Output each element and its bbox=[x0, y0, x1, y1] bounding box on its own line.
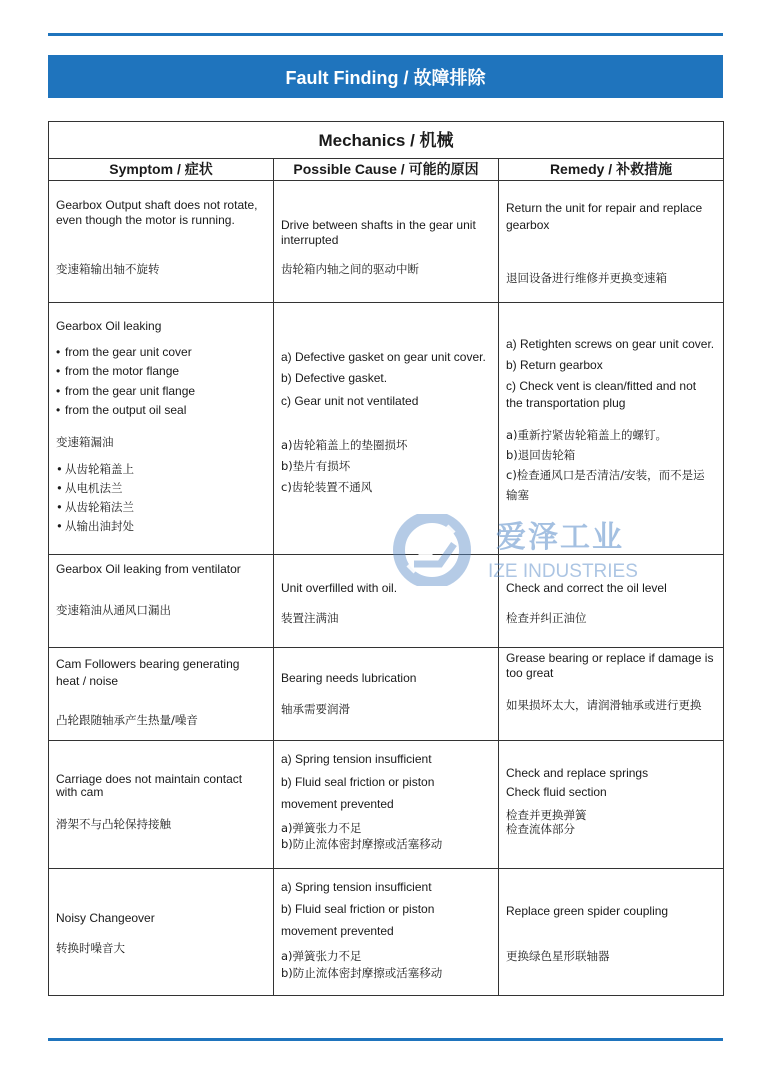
cause-cell bbox=[274, 181, 499, 303]
cause-item: movement prevented bbox=[281, 924, 394, 938]
list-item: • from the output oil seal bbox=[56, 401, 266, 421]
remedy-item: Check and replace springs bbox=[506, 766, 649, 780]
column-header-symptom: Symptom / 症状 bbox=[49, 159, 274, 181]
symptom-text-cn: 变速箱漏油 bbox=[56, 434, 114, 449]
list-item: • from the gear unit flange bbox=[56, 382, 266, 402]
cause-cell bbox=[274, 741, 499, 869]
list-item: • from the gear unit cover bbox=[56, 343, 266, 363]
table-row bbox=[49, 303, 724, 555]
cause-text: Unit overfilled with oil. bbox=[281, 581, 398, 595]
cause-item-cn: a)齿轮箱盖上的垫圈损坏 bbox=[281, 438, 408, 452]
symptom-text: Cam Followers bearing generating heat / noise bbox=[56, 657, 240, 688]
remedy-cell bbox=[499, 741, 724, 869]
bottom-rule bbox=[48, 1038, 723, 1041]
list-item: • 从电机法兰 bbox=[56, 479, 266, 498]
symptom-text: Gearbox Oil leaking bbox=[56, 319, 162, 333]
watermark-cn: 爱泽工业 bbox=[496, 520, 624, 555]
table-row bbox=[49, 555, 724, 648]
symptom-cell bbox=[49, 869, 274, 996]
cause-item-cn: c)齿轮装置不通风 bbox=[281, 480, 373, 494]
symptom-list-cn bbox=[56, 460, 266, 536]
remedy-cell bbox=[499, 648, 724, 741]
remedy-text-cn: 检查并纠正油位 bbox=[506, 611, 587, 625]
cause-item-cn: b)垫片有损坏 bbox=[281, 459, 351, 473]
cause-item-cn: b)防止流体密封摩擦或活塞移动 bbox=[281, 966, 443, 980]
list-item: • from the motor flange bbox=[56, 362, 266, 382]
cause-item: a) Defective gasket on gear unit cover. bbox=[281, 350, 486, 364]
remedy-item: Check fluid section bbox=[506, 785, 607, 799]
symptom-cell bbox=[49, 741, 274, 869]
cause-cell bbox=[274, 648, 499, 741]
cause-text-cn: 轴承需要润滑 bbox=[281, 702, 350, 716]
remedy-text-cn: 如果损坏太大，请润滑轴承或进行更换 bbox=[506, 698, 702, 712]
remedy-item-cn: c)检查通风口是否清洁/安装，而不是运输塞 bbox=[506, 468, 705, 502]
symptom-text-cn: 变速箱油从通风口漏出 bbox=[56, 603, 171, 617]
cause-text-cn: 齿轮箱内轴之间的驱动中断 bbox=[281, 262, 419, 276]
remedy-item: a) Retighten screws on gear unit cover. bbox=[506, 337, 715, 351]
symptom-cell bbox=[49, 303, 274, 555]
remedy-cell bbox=[499, 555, 724, 648]
cause-item-cn: b)防止流体密封摩擦或活塞移动 bbox=[281, 836, 443, 851]
symptom-list bbox=[56, 343, 266, 421]
cause-item: c) Gear unit not ventilated bbox=[281, 394, 419, 408]
cause-item: b) Fluid seal friction or piston bbox=[281, 902, 435, 916]
cause-cell bbox=[274, 303, 499, 555]
mechanics-table bbox=[48, 121, 724, 996]
cause-text: Drive between shafts in the gear unit interrupted bbox=[281, 218, 476, 247]
symptom-cell bbox=[49, 555, 274, 648]
symptom-text-cn: 滑架不与凸轮保持接触 bbox=[56, 817, 171, 831]
cause-cell bbox=[274, 555, 499, 648]
remedy-item: b) Return gearbox bbox=[506, 358, 603, 372]
page-title-banner bbox=[48, 55, 723, 98]
remedy-text: Grease bearing or replace if damage is too great bbox=[506, 651, 714, 680]
table-row bbox=[49, 741, 724, 869]
table-row bbox=[49, 869, 724, 996]
symptom-text: Gearbox Oil leaking from ventilator bbox=[56, 562, 241, 576]
remedy-text: Return the unit for repair and replace gearbox bbox=[506, 201, 703, 232]
remedy-text-cn: 更换绿色星形联轴器 bbox=[506, 949, 610, 963]
cause-item: b) Fluid seal friction or piston bbox=[281, 774, 435, 789]
list-item: • 从齿轮箱法兰 bbox=[56, 498, 266, 517]
symptom-text: Noisy Changeover bbox=[56, 911, 155, 925]
symptom-text-cn: 凸轮跟随轴承产生热量/噪音 bbox=[56, 713, 198, 727]
cause-text: Bearing needs lubrication bbox=[281, 671, 417, 685]
cause-item: movement prevented bbox=[281, 797, 394, 811]
remedy-item-cn: a)重新拧紧齿轮箱盖上的螺钉。 bbox=[506, 428, 668, 442]
symptom-text-cn: 转换时噪音大 bbox=[56, 941, 125, 955]
list-item: • 从齿轮箱盖上 bbox=[56, 460, 266, 479]
remedy-cell bbox=[499, 303, 724, 555]
remedy-text: Replace green spider coupling bbox=[506, 904, 669, 918]
remedy-cell bbox=[499, 181, 724, 303]
page-title: Fault Finding / 故障排除 bbox=[285, 67, 486, 88]
remedy-cell bbox=[499, 869, 724, 996]
table-row bbox=[49, 181, 724, 303]
list-item: • 从输出油封处 bbox=[56, 517, 266, 536]
watermark-en: IZE INDUSTRIES bbox=[488, 561, 638, 582]
symptom-text: Gearbox Output shaft does not rotate, even though the motor is running. bbox=[56, 198, 258, 227]
cause-item-cn: a)弹簧张力不足 bbox=[281, 820, 362, 835]
remedy-text-cn: 退回设备进行维修并更换变速箱 bbox=[506, 271, 667, 285]
top-rule bbox=[48, 33, 723, 36]
remedy-item-cn: 检查并更换弹簧 bbox=[506, 808, 587, 822]
symptom-text-cn: 变速箱输出轴不旋转 bbox=[56, 262, 160, 276]
cause-item: a) Spring tension insufficient bbox=[281, 880, 432, 894]
cause-cell bbox=[274, 869, 499, 996]
remedy-item-cn: 检查流体部分 bbox=[506, 822, 575, 836]
cause-item: a) Spring tension insufficient bbox=[281, 752, 432, 766]
cause-text-cn: 装置注满油 bbox=[281, 611, 339, 625]
column-header-cause: Possible Cause / 可能的原因 bbox=[274, 159, 499, 181]
remedy-item: c) Check vent is clean/fitted and not the transportation plug bbox=[506, 379, 697, 410]
cause-item: b) Defective gasket. bbox=[281, 371, 388, 385]
cause-item-cn: a)弹簧张力不足 bbox=[281, 949, 362, 963]
remedy-item-cn: b)退回齿轮箱 bbox=[506, 448, 576, 462]
column-header-remedy: Remedy / 补救措施 bbox=[499, 159, 724, 181]
symptom-cell bbox=[49, 181, 274, 303]
symptom-cell bbox=[49, 648, 274, 741]
remedy-text: Check and correct the oil level bbox=[506, 581, 667, 595]
section-title: Mechanics / 机械 bbox=[49, 122, 724, 159]
table-row bbox=[49, 648, 724, 741]
symptom-text: Carriage does not maintain contact with cam bbox=[56, 772, 243, 799]
